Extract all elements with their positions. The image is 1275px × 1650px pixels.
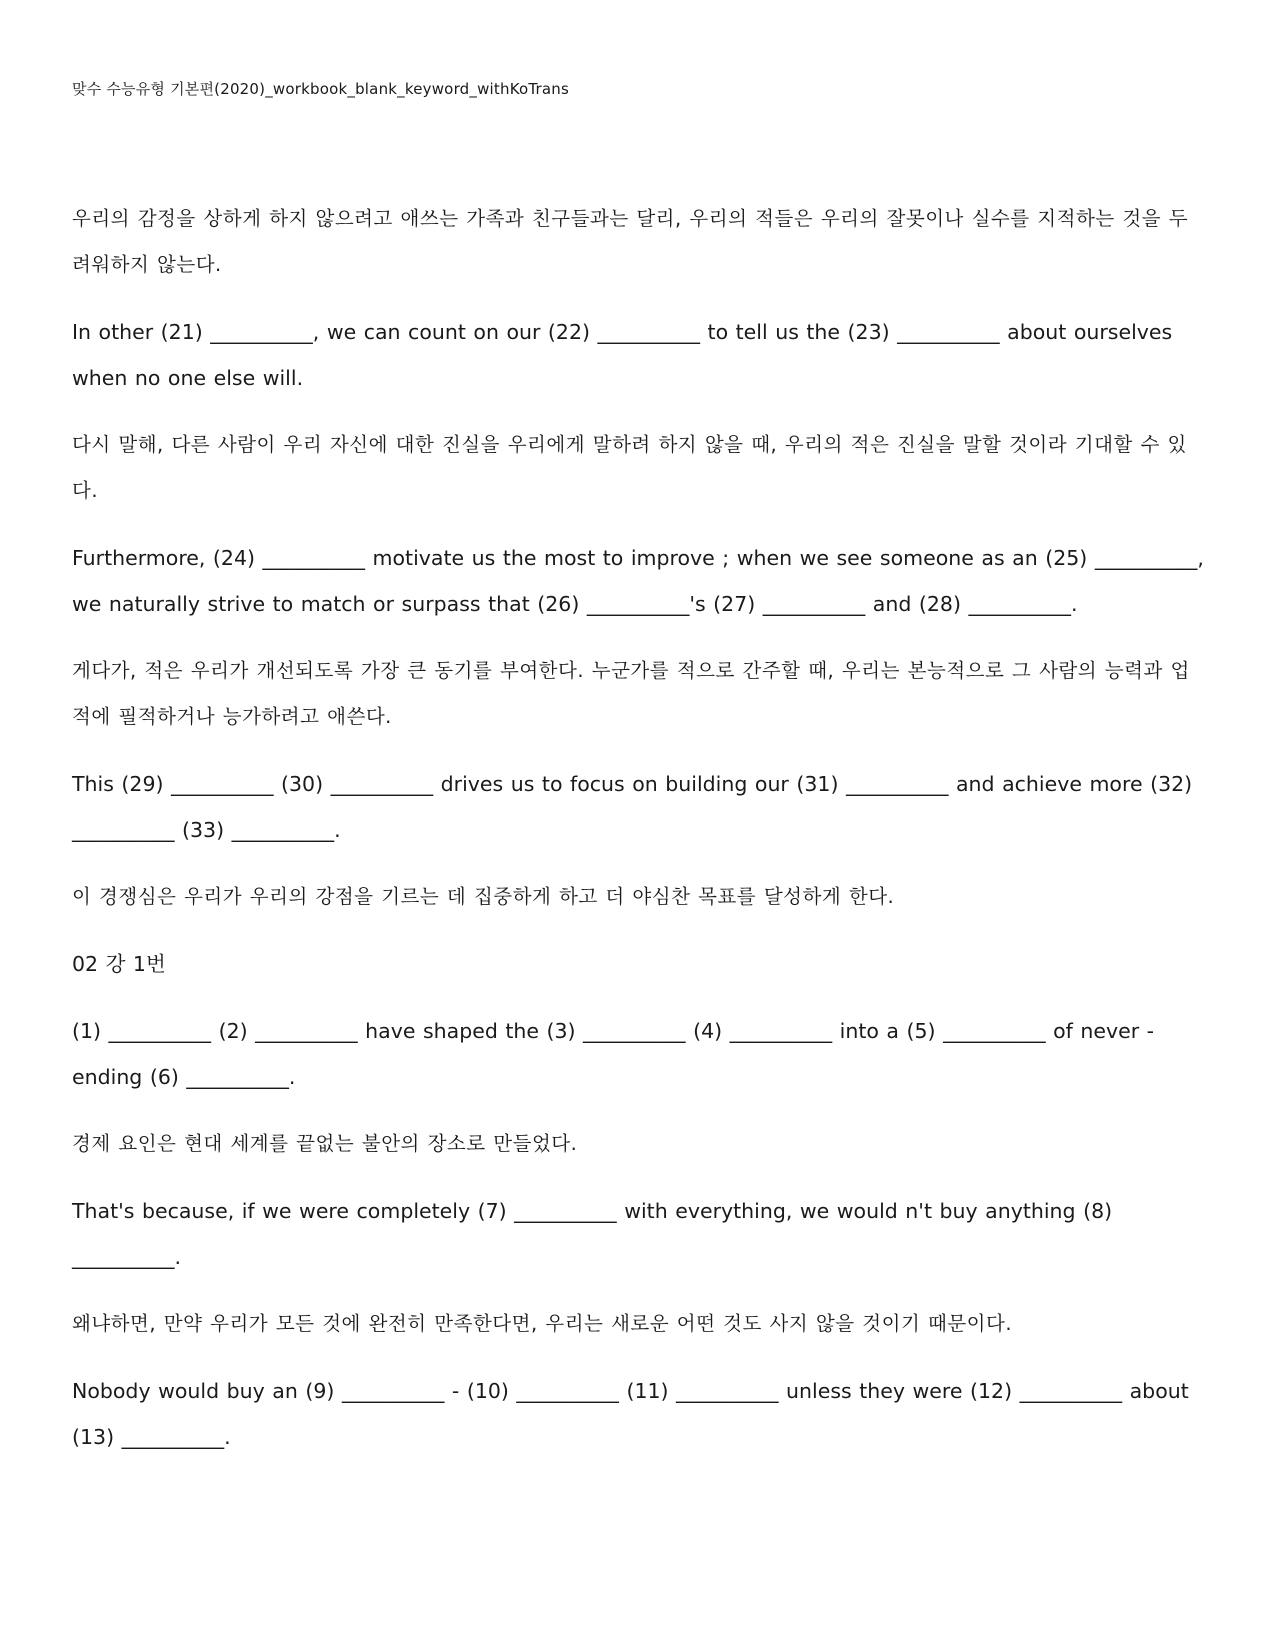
english-blank-paragraph: Furthermore, (24) __________ motivate us the most to improve ; when we see someone as an (25) __________, we naturally strive to match or surpass that (26) __________'s (27) __________ and (28) __________.	[72, 546, 1204, 616]
section-heading: 02 강 1번	[72, 952, 166, 976]
korean-translation-paragraph: 왜냐하면, 만약 우리가 모든 것에 완전히 만족한다면, 우리는 새로운 어떤 것도 사지 않을 것이기 때문이다.	[72, 1312, 1013, 1335]
korean-translation-paragraph: 게다가, 적은 우리가 개선되도록 가장 큰 동기를 부여한다. 누군가를 적으로 간주할 때, 우리는 본능적으로 그 사람의 능력과 업적에 필적하거나 능가하려고 애쓴다.	[72, 659, 1190, 728]
english-blank-paragraph: (1) __________ (2) __________ have shaped the (3) __________ (4) __________ into a (5) __________ of never - ending (6) __________.	[72, 1019, 1155, 1089]
english-blank-paragraph: Nobody would buy an (9) __________ - (10) __________ (11) __________ unless they were (12) __________ about (13) __________.	[72, 1379, 1189, 1449]
korean-translation-paragraph: 경제 요인은 현대 세계를 끝없는 불안의 장소로 만들었다.	[72, 1132, 578, 1155]
document-header: 맞수 수능유형 기본편(2020)_workbook_blank_keyword_withKoTrans	[72, 80, 570, 98]
document-body	[72, 196, 1207, 1481]
english-blank-paragraph: That's because, if we were completely (7) __________ with everything, we would n't buy anything (8) __________.	[72, 1199, 1113, 1269]
english-blank-paragraph: This (29) __________ (30) __________ drives us to focus on building our (31) __________ and achieve more (32) __________ (33) __________.	[72, 772, 1193, 842]
korean-translation-paragraph: 우리의 감정을 상하게 하지 않으려고 애쓰는 가족과 친구들과는 달리, 우리의 적들은 우리의 잘못이나 실수를 지적하는 것을 두려워하지 않는다.	[72, 207, 1189, 276]
english-blank-paragraph: In other (21) __________, we can count on our (22) __________ to tell us the (23) __________ about ourselves when no one else will.	[72, 320, 1173, 390]
korean-translation-paragraph: 다시 말해, 다른 사람이 우리 자신에 대한 진실을 우리에게 말하려 하지 않을 때, 우리의 적은 진실을 말할 것이라 기대할 수 있다.	[72, 433, 1187, 502]
korean-translation-paragraph: 이 경쟁심은 우리가 우리의 강점을 기르는 데 집중하게 하고 더 야심찬 목표를 달성하게 한다.	[72, 885, 895, 908]
